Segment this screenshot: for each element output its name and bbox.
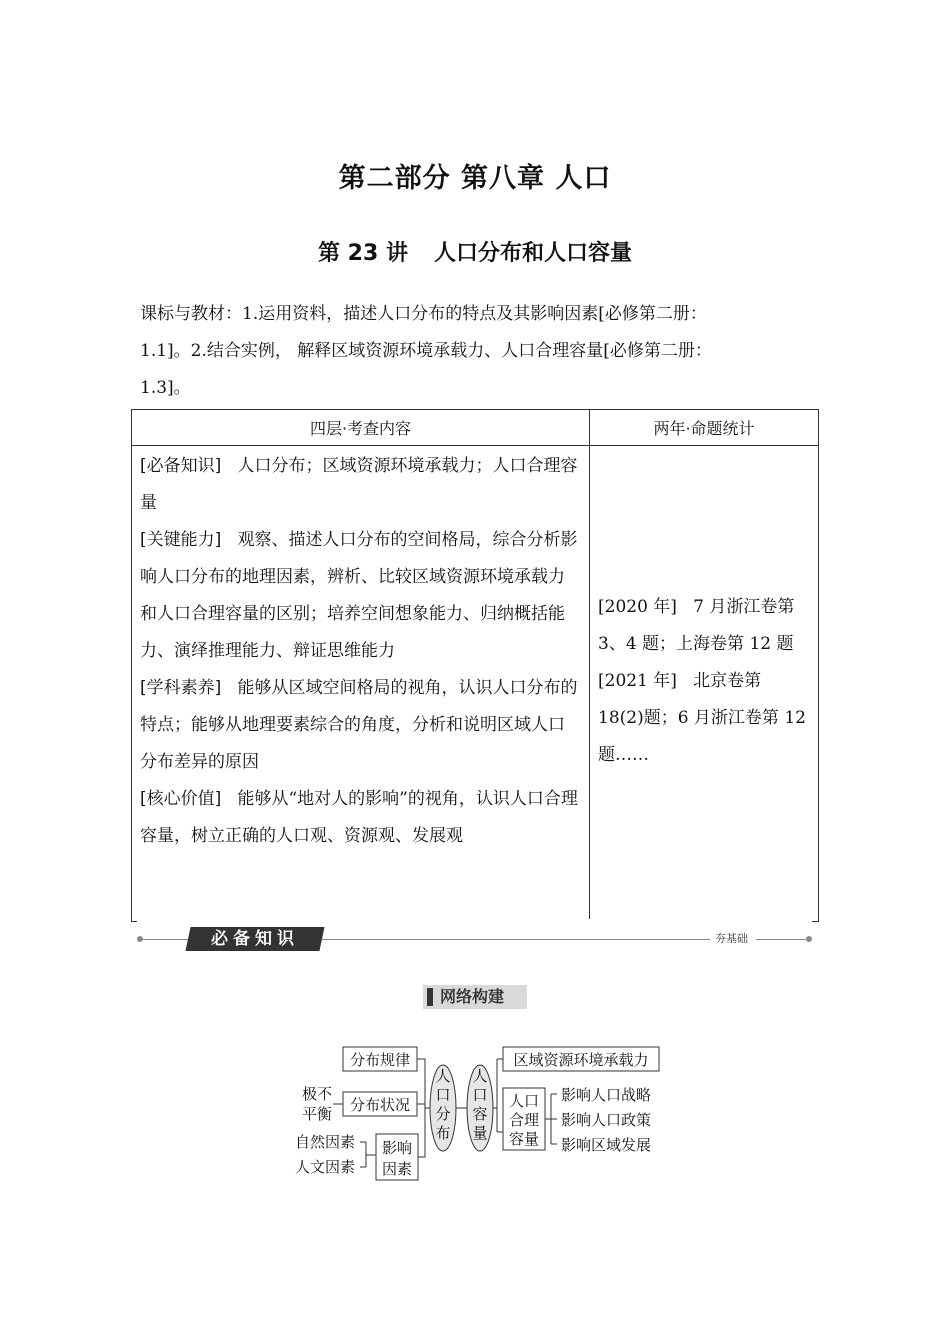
section-tag: [关键能力] xyxy=(140,530,222,550)
oval-right-char: 量 xyxy=(472,1124,488,1142)
banner-line-right xyxy=(756,939,806,940)
label-influence-1: 影响 xyxy=(381,1139,413,1157)
section-text: 人口分布；区域资源环境承载力；人口合理容量 xyxy=(140,456,578,513)
label-capacity-env: 区域资源环境承载力 xyxy=(513,1051,649,1069)
banner-right-label: 夯基础 xyxy=(715,932,748,945)
oval-right-char: 人 xyxy=(472,1067,488,1085)
lecture-name: 人口分布和人口容量 xyxy=(433,241,632,266)
section-text: 观察、描述人口分布的空间格局，综合分析影响人口分布的地理因素，辨析、比较区域资源环境承载力和人口合理容量的区别；培养空间想象能力、归纳概括能力、演绎推理能力、辩证思维能力 xyxy=(140,530,578,661)
banner-label: 必备知识 xyxy=(211,929,299,949)
label-unbalanced-1: 极不 xyxy=(301,1085,333,1103)
standards-line-3: 1.3]。 xyxy=(140,378,191,398)
section-value xyxy=(140,781,581,855)
label-natural-factors: 自然因素 xyxy=(294,1133,356,1151)
oval-left-char: 口 xyxy=(435,1086,451,1104)
oval-right-char: 口 xyxy=(472,1086,488,1104)
oval-left-char: 人 xyxy=(435,1067,451,1085)
oval-right-char: 容 xyxy=(472,1105,488,1123)
section-knowledge xyxy=(140,448,581,522)
label-dist-status: 分布状况 xyxy=(349,1096,411,1114)
stats-text: 7 月浙江卷第 3、4 题；上海卷第 12 题 xyxy=(598,597,795,654)
curriculum-standards xyxy=(140,296,820,407)
part-chapter-title: 第二部分 第八章 人口 xyxy=(338,163,612,194)
label-reasonable-2: 合理 xyxy=(508,1111,540,1129)
stats-year: [2020 年] xyxy=(598,597,677,617)
label-unbalanced-2: 平衡 xyxy=(301,1105,333,1123)
network-heading-bar xyxy=(427,988,433,1006)
content-cell xyxy=(132,446,590,920)
section-text: 能够从区域空间格局的视角，认识人口分布的特点；能够从地理要素综合的角度，分析和说明区域人口分布差异的原因 xyxy=(140,678,578,772)
corner-line xyxy=(131,921,137,922)
label-reasonable-3: 容量 xyxy=(508,1130,540,1148)
lecture-title xyxy=(0,236,950,267)
stats-cell xyxy=(590,446,819,920)
label-human-factors: 人文因素 xyxy=(294,1158,356,1176)
corner-line xyxy=(812,921,819,922)
oval-left-char: 布 xyxy=(435,1124,451,1142)
stats-text: 北京卷第 18(2)题；6 月浙江卷第 12 题…… xyxy=(598,671,806,765)
section-ability xyxy=(140,522,581,670)
standards-lead: 课标与教材： xyxy=(140,304,242,324)
stats-year: [2021 年] xyxy=(598,671,677,691)
table-header-stats: 两年·命题统计 xyxy=(590,410,819,446)
label-reasonable-1: 人口 xyxy=(508,1092,540,1110)
stats-2020 xyxy=(598,589,812,663)
section-literacy xyxy=(140,670,581,781)
bracket-factors xyxy=(360,1142,376,1167)
stats-2021 xyxy=(598,663,812,774)
section-tag: [必备知识] xyxy=(140,456,222,476)
section-tag: [学科素养] xyxy=(140,678,222,698)
banner-line-mid xyxy=(322,939,710,940)
label-influence-2: 因素 xyxy=(381,1160,413,1178)
banner-dot-right xyxy=(806,936,812,942)
banner-line-left xyxy=(143,939,188,940)
table-header-content: 四层·考查内容 xyxy=(132,410,590,446)
label-item-policy: 影响人口政策 xyxy=(561,1111,652,1129)
lecture-number: 第 23 讲 xyxy=(318,241,408,266)
oval-left-char: 分 xyxy=(435,1105,451,1123)
label-item-strategy: 影响人口战略 xyxy=(561,1086,652,1104)
label-dist-rule: 分布规律 xyxy=(349,1051,411,1069)
label-item-development: 影响区域发展 xyxy=(561,1136,652,1154)
bracket-right xyxy=(493,1059,503,1132)
section-tag: [核心价值] xyxy=(140,789,222,809)
exam-content-table xyxy=(131,409,819,919)
bracket-items xyxy=(545,1094,557,1144)
section-text: 能够从“地对人的影响”的视角，认识人口合理容量，树立正确的人口观、资源观、发展观 xyxy=(140,789,578,846)
standards-line-1: 1.运用资料，描述人口分布的特点及其影响因素[必修第二册： xyxy=(242,304,707,324)
standards-line-2: 1.1]。2.结合实例， 解释区域资源环境承载力、人口合理容量[必修第二册： xyxy=(140,341,712,361)
network-heading: 网络构建 xyxy=(440,987,505,1006)
concept-map xyxy=(280,1035,680,1185)
